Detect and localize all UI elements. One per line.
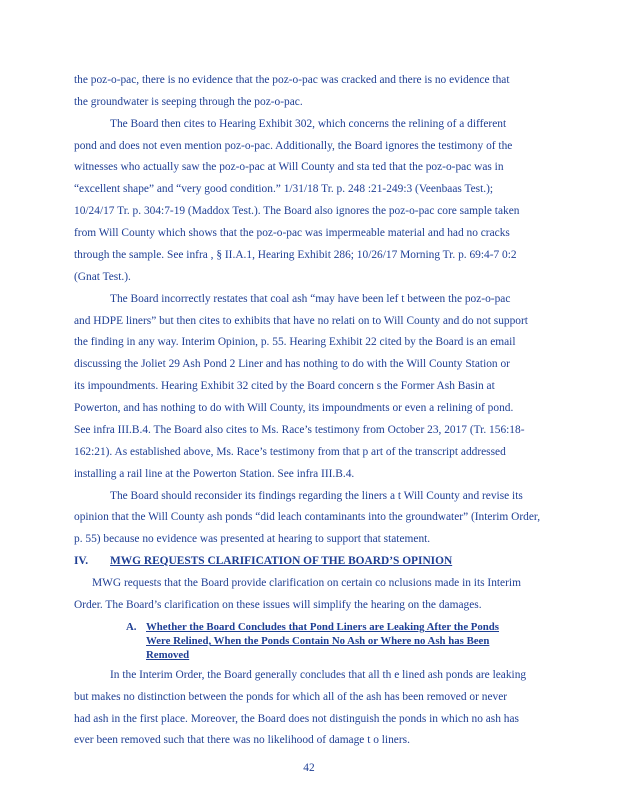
- text-line: ever been removed such that there was no likelihood of damage t o liners.: [74, 734, 410, 746]
- section-number: IV.: [74, 555, 89, 567]
- text-line: MWG requests that the Board provide clarification on certain co nclusions made in its Interim: [92, 577, 521, 589]
- text-line: had ash in the first place. Moreover, the Board does not distinguish the ponds in which no ash has: [74, 713, 519, 725]
- text-line: “excellent shape” and “very good condition.” 1/31/18 Tr. p. 248 :21-249:3 (Veenbaas Test.);: [74, 183, 494, 195]
- text-line: but makes no distinction between the ponds for which all of the ash has been removed or never: [74, 691, 508, 703]
- text-line: and HDPE liners” but then cites to exhibits that have no relati on to Will County and do not support: [74, 315, 528, 327]
- subsection-title-line: Were Relined, When the Ponds Contain No Ash or Where no Ash has Been: [146, 635, 490, 647]
- text-line: its impoundments. Hearing Exhibit 32 cited by the Board concern s the Former Ash Basin at: [74, 380, 495, 392]
- section-title: MWG REQUESTS CLARIFICATION OF THE BOARD’S OPINION: [110, 555, 453, 567]
- text-line: discussing the Joliet 29 Ash Pond 2 Liner and has nothing to do with the Will County Station or: [74, 358, 510, 370]
- text-line: the groundwater is seeping through the poz-o-pac.: [74, 96, 303, 108]
- text-line: The Board then cites to Hearing Exhibit 302, which concerns the relining of a different: [110, 118, 507, 130]
- text-line: Order. The Board’s clarification on these issues will simplify the hearing on the damages.: [74, 599, 482, 611]
- subsection-letter: A.: [126, 621, 137, 633]
- text-line: The Board incorrectly restates that coal ash “may have been lef t between the poz-o-pac: [110, 293, 511, 305]
- subsection-title-line: Removed: [146, 649, 190, 661]
- text-line: pond and does not even mention poz-o-pac. Additionally, the Board ignores the testimony of the: [74, 140, 513, 152]
- text-line: the poz-o-pac, there is no evidence that the poz-o-pac was cracked and there is no evidence that: [74, 74, 510, 86]
- text-line: Powerton, and has nothing to do with Will County, its impoundments or even a relining of pond.: [74, 402, 514, 414]
- page-number: 42: [303, 762, 315, 774]
- text-line: through the sample. See infra , § II.A.1, Hearing Exhibit 286; 10/26/17 Morning Tr. p. 69:4-7 0:2: [74, 249, 517, 261]
- text-line: from Will County which shows that the poz-o-pac was impermeable material and had no cracks: [74, 227, 510, 239]
- text-line: p. 55) because no evidence was presented at hearing to support that statement.: [74, 533, 431, 545]
- text-line: 162:21). As established above, Ms. Race’s testimony from that p art of the transcript addressed: [74, 446, 506, 458]
- text-line: 10/24/17 Tr. p. 304:7-19 (Maddox Test.). The Board also ignores the poz-o-pac core sample taken: [74, 205, 520, 217]
- text-line: (Gnat Test.).: [74, 271, 131, 283]
- text-line: In the Interim Order, the Board generally concludes that all th e lined ash ponds are leaking: [110, 669, 527, 681]
- text-line: The Board should reconsider its findings regarding the liners a t Will County and revise its: [110, 490, 523, 502]
- subsection-title-line: Whether the Board Concludes that Pond Liners are Leaking After the Ponds: [146, 621, 500, 633]
- text-line: See infra III.B.4. The Board also cites to Ms. Race’s testimony from October 23, 2017 (Tr. 156:18-: [74, 424, 525, 436]
- text-line: the finding in any way. Interim Opinion, p. 55. Hearing Exhibit 22 cited by the Board is an email: [74, 336, 516, 348]
- text-line: witnesses who actually saw the poz-o-pac at Will County and sta ted that the poz-o-pac was in: [74, 161, 504, 173]
- text-line: installing a rail line at the Powerton Station. See infra III.B.4.: [74, 468, 355, 480]
- text-line: opinion that the Will County ash ponds “did leach contaminants into the groundwater” (Interim Order,: [74, 511, 541, 523]
